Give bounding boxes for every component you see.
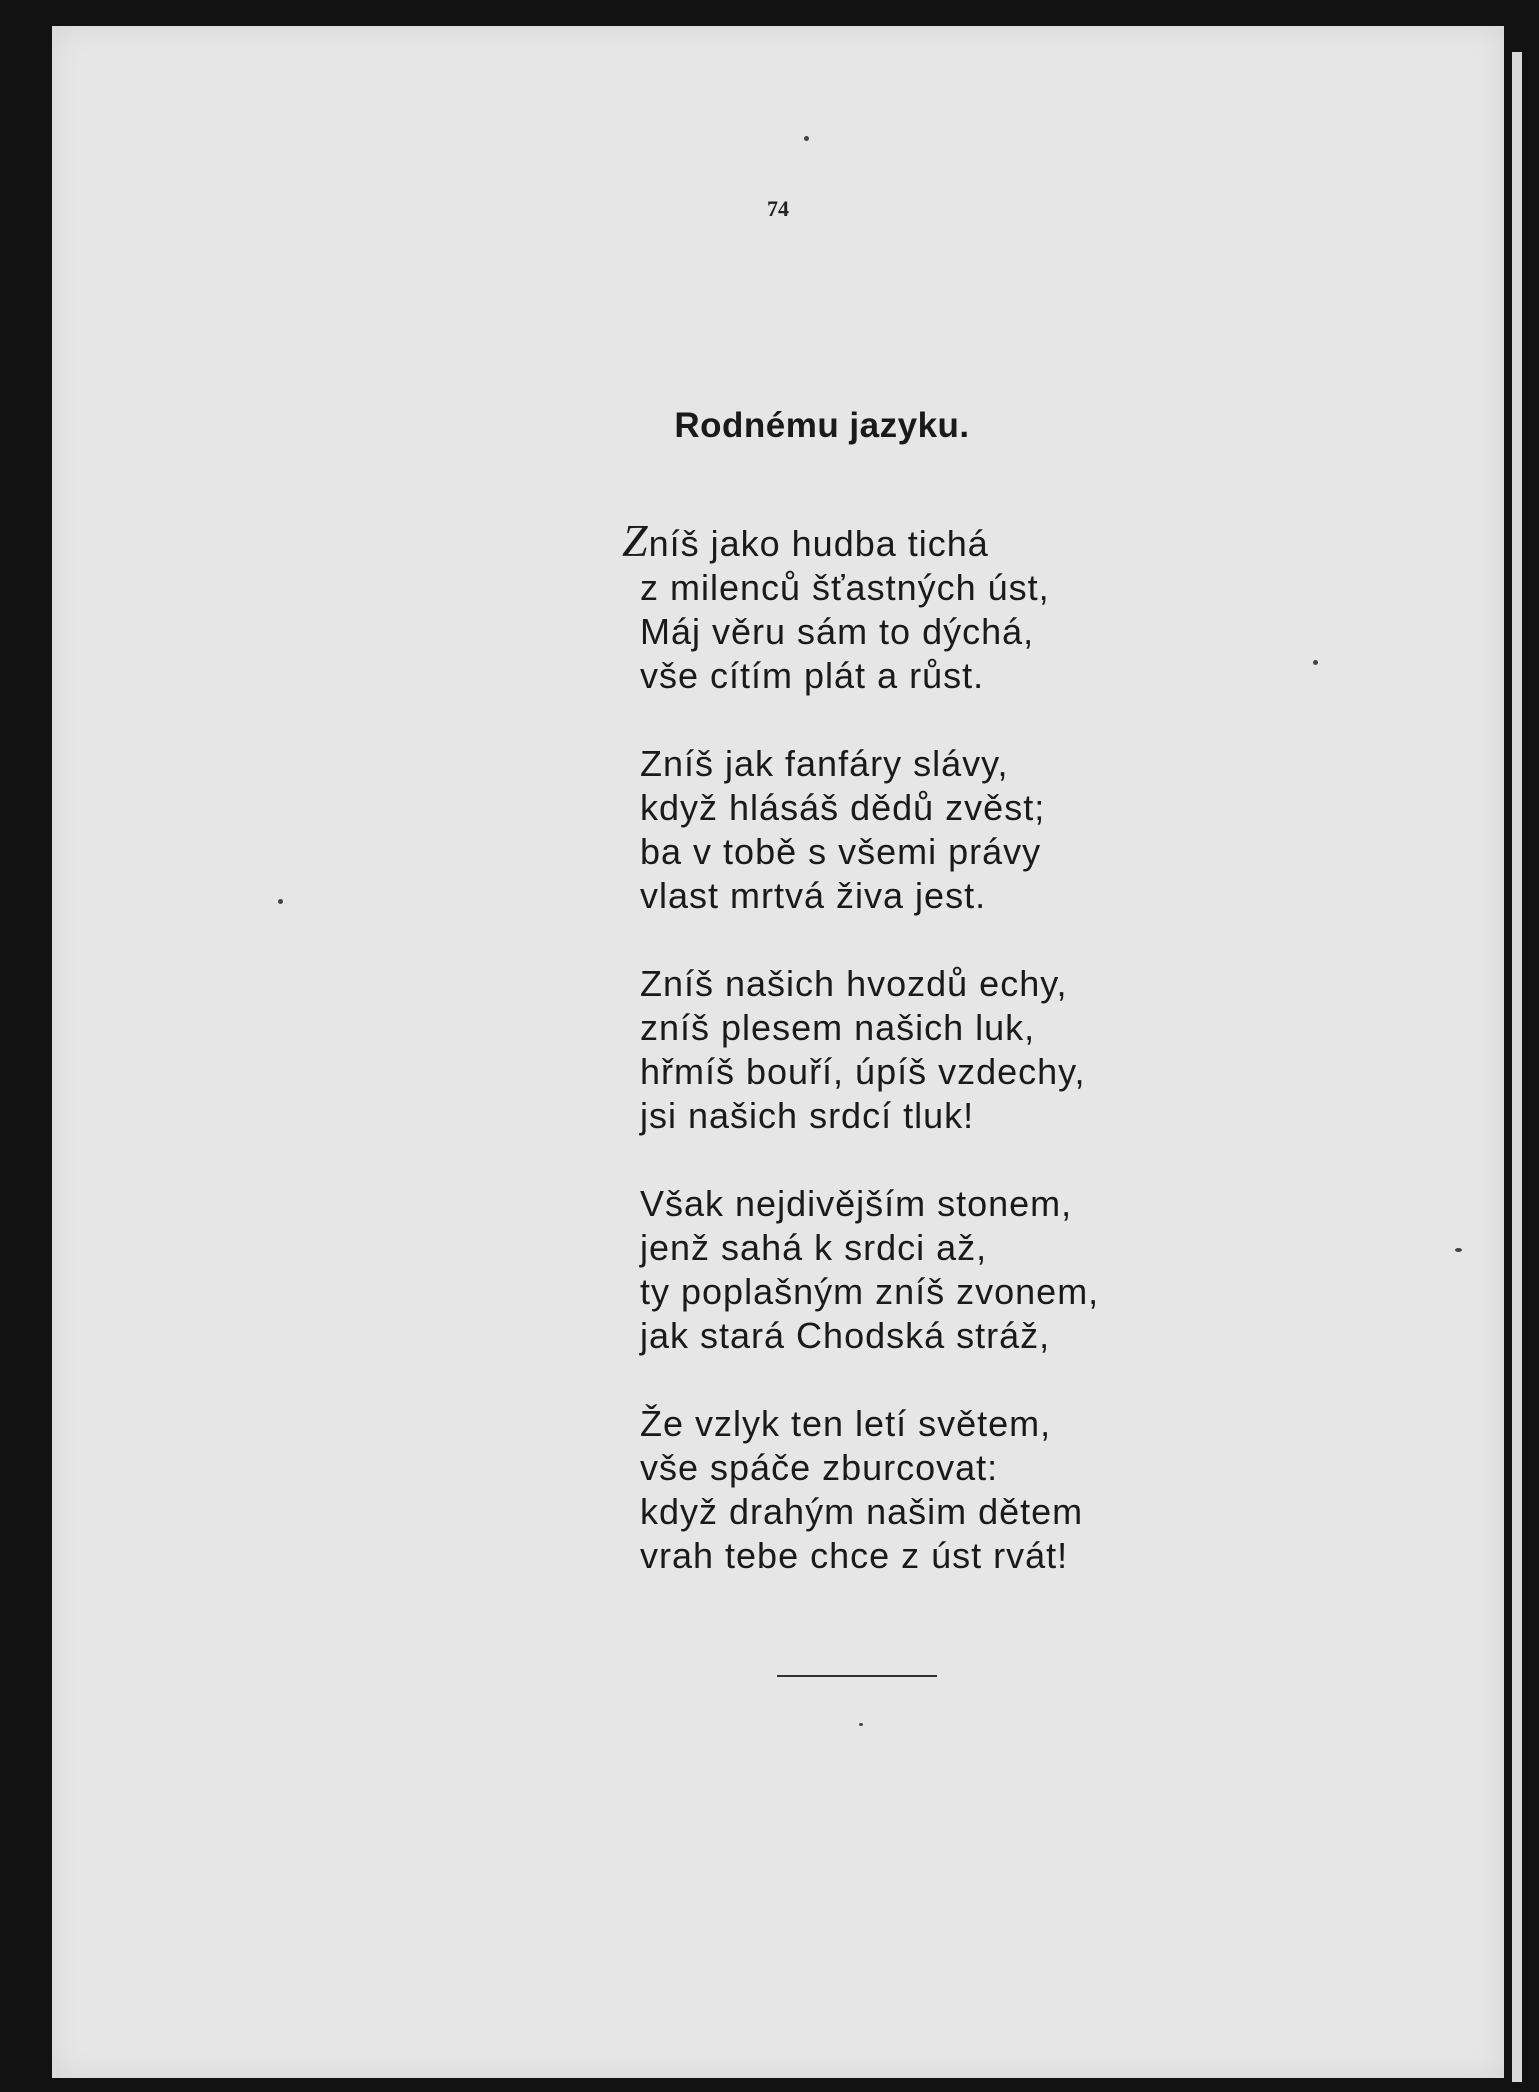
dust-speck (278, 899, 283, 904)
poem-line: když drahým našim dětem (640, 1491, 1084, 1532)
stanza-2 (640, 742, 1340, 918)
poem-body (622, 515, 1340, 1622)
stanza-4 (640, 1182, 1340, 1358)
poem-line: Zníš jak fanfáry slávy, (640, 743, 1009, 784)
poem-line: vrah tebe chce z úst rvát! (640, 1535, 1069, 1576)
book-page (52, 26, 1504, 2078)
poem-line: vše cítím plát a růst. (640, 655, 985, 696)
stanza-5 (640, 1402, 1340, 1578)
dust-speck (1313, 660, 1318, 665)
drop-cap: Z (622, 515, 649, 566)
stanza-1 (622, 515, 1340, 698)
poem-line: jenž sahá k srdci až, (640, 1227, 988, 1268)
poem-line: Máj věru sám to dýchá, (640, 611, 1035, 652)
poem-line: Že vzlyk ten letí světem, (640, 1403, 1052, 1444)
poem-line: Však nejdivějším stonem, (640, 1183, 1073, 1224)
poem-line: vše spáče zburcovat: (640, 1447, 999, 1488)
dust-speck (1455, 1248, 1462, 1252)
poem-line: hřmíš bouří, úpíš vzdechy, (640, 1051, 1086, 1092)
poem-line: Zníš našich hvozdů echy, (640, 963, 1068, 1004)
poem-line: ba v tobě s všemi právy (640, 831, 1042, 872)
poem-line: jsi našich srdcí tluk! (640, 1095, 975, 1136)
poem-title: Rodnému jazyku. (674, 406, 970, 445)
dust-speck (859, 1723, 863, 1726)
dust-speck (804, 136, 809, 141)
poem-line: ty poplašným zníš zvonem, (640, 1271, 1100, 1312)
poem-line: zníš plesem našich luk, (640, 1007, 1036, 1048)
poem-line: Zníš jako hudba tichá (622, 515, 989, 566)
stanza-3 (640, 962, 1340, 1138)
poem-line: když hlásáš dědů zvěst; (640, 787, 1046, 828)
poem-line: vlast mrtvá živa jest. (640, 875, 987, 916)
adjacent-page-edge (1512, 52, 1522, 2082)
end-rule (777, 1675, 937, 1677)
page-number: 74 (767, 196, 789, 221)
poem-line: z milenců šťastných úst, (640, 567, 1050, 608)
poem-line: jak stará Chodská stráž, (640, 1315, 1051, 1356)
